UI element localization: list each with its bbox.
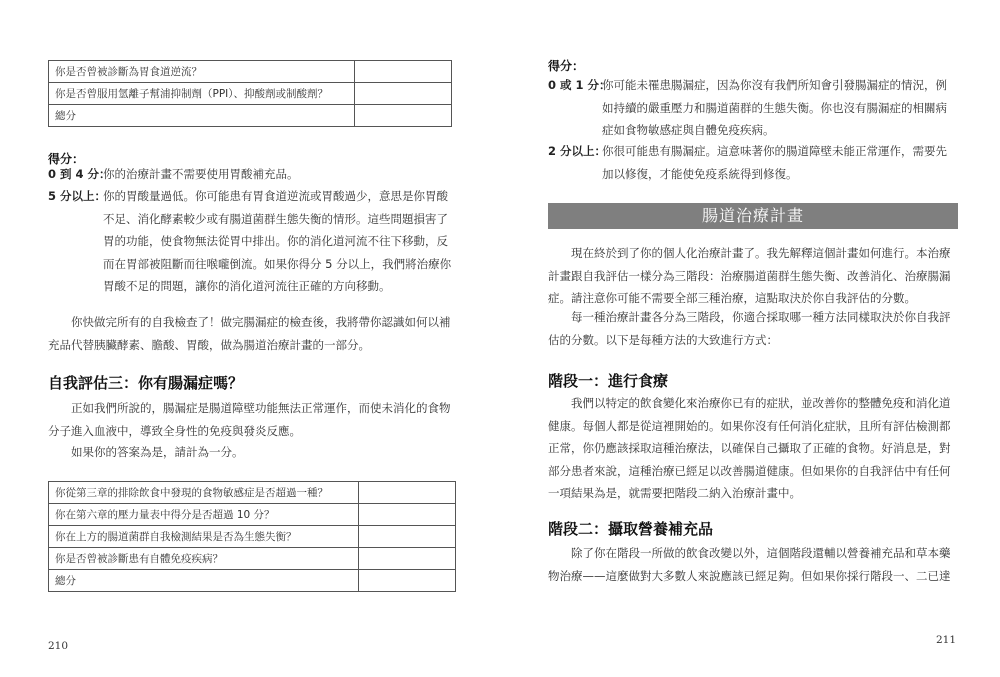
total-label: 總分 <box>49 570 359 592</box>
table-row <box>49 548 456 570</box>
paragraph: 我們以特定的飲食變化來治療你已有的症狀，並改善你的整體免疫和消化道健康。每個人都是從這裡開始的。如果你沒有任何消化症狀，且所有評估檢測都正常，你仍應該採取這種治療法，以確保自己攝取了正確的食物。好消息是，對部分患者來說，這種治療已經足以改善腸道健康。但如果你的自我評估中有任何一項結果為是，就需要把階段二納入治療計畫中。 <box>548 396 951 500</box>
stage-heading: 階段一：進行食療 <box>548 372 669 390</box>
paragraph: 你快做完所有的自我檢查了！做完腸漏症的檢查後，我將帶你認識如何以補充品代替胰臟酵素、膽酸、胃酸，做為腸道治療計畫的一部分。 <box>48 315 451 352</box>
paragraph: 除了你在階段一所做的飲食改變以外，這個階段還輔以營養補充品和草本藥物治療——這麼做對大多數人來說應該已經足夠。但如果你採行階段一、二已達 <box>548 546 951 583</box>
question-cell: 你在第六章的壓力量表中得分是否超過 10 分？ <box>49 504 359 526</box>
page-number: 210 <box>48 640 69 652</box>
question-table-2 <box>48 481 456 592</box>
table-row <box>49 61 452 83</box>
section-heading: 自我評估三：你有腸漏症嗎？ <box>48 374 244 392</box>
right-page <box>500 0 1000 677</box>
table-row <box>49 482 456 504</box>
table-row <box>49 570 456 592</box>
score-text: 你的胃酸量過低。你可能患有胃食道逆流或胃酸過少，意思是你胃酸不足、消化酵素較少或有腸道菌群生態失衡的情形。這些問題損害了胃的功能，使食物無法從胃中排出。你的消化道河流不往下移動，反而在胃部被阻斷而往喉嚨倒流。如果你得分 5 分以上，我們將治療你胃酸不足的問題，讓你的消化道河流往正確的方向移動。 <box>103 189 452 293</box>
answer-cell[interactable] <box>359 548 456 570</box>
score-text: 你的治療計畫不需要使用胃酸補充品。 <box>103 167 299 181</box>
question-table-1 <box>48 60 452 127</box>
score-label: 得分： <box>48 152 85 166</box>
score-range: 5 分以上： <box>48 189 107 203</box>
section-banner: 腸道治療計畫 <box>548 203 958 229</box>
paragraph: 如果你的答案為是，請計為一分。 <box>71 445 244 459</box>
page-number: 211 <box>936 634 957 646</box>
question-cell: 你是否曾被診斷患有自體免疫疾病？ <box>49 548 359 570</box>
question-cell: 你從第三章的排除飲食中發現的食物敏感症是否超過一種？ <box>49 482 359 504</box>
question-cell: 你是否曾服用氫離子幫浦抑制劑（PPI）、抑酸劑或制酸劑？ <box>49 83 355 105</box>
answer-cell[interactable] <box>355 83 452 105</box>
score-range: 0 到 4 分： <box>48 167 111 181</box>
answer-cell[interactable] <box>359 526 456 548</box>
table-row <box>49 105 452 127</box>
table-row <box>49 526 456 548</box>
answer-cell[interactable] <box>359 504 456 526</box>
total-cell[interactable] <box>355 105 452 127</box>
answer-cell[interactable] <box>355 61 452 83</box>
stage-heading: 階段二：攝取營養補充品 <box>548 520 714 538</box>
total-cell[interactable] <box>359 570 456 592</box>
question-cell: 你是否曾被診斷為胃食道逆流？ <box>49 61 355 83</box>
score-range: 2 分以上： <box>548 144 607 158</box>
paragraph: 每一種治療計畫各分為三階段，你適合採取哪一種方法同樣取決於你自我評估的分數。以下是每種方法的大致進行方式： <box>548 310 951 347</box>
score-label: 得分： <box>548 59 585 73</box>
paragraph: 現在終於到了你的個人化治療計畫了。我先解釋這個計畫如何進行。本治療計畫跟自我評估一樣分為三階段：治療腸道菌群生態失衡、改善消化、治療腸漏症。請注意你可能不需要全部三種治療，這點取決於你自我評估的分數。 <box>548 246 951 305</box>
score-text: 你可能未罹患腸漏症，因為你沒有我們所知會引發腸漏症的情況，例如持續的嚴重壓力和腸道菌群的生態失衡。你也沒有腸漏症的相關病症如食物敏感症與自體免疫疾病。 <box>602 78 947 137</box>
table-row <box>49 504 456 526</box>
answer-cell[interactable] <box>359 482 456 504</box>
table-row <box>49 83 452 105</box>
score-range: 0 或 1 分： <box>548 78 611 92</box>
paragraph: 正如我們所說的，腸漏症是腸道障壁功能無法正常運作，而使未消化的食物分子進入血液中，導致全身性的免疫與發炎反應。 <box>48 401 451 438</box>
score-text: 你很可能患有腸漏症。這意味著你的腸道障壁未能正常運作，需要先加以修復，才能使免疫系統得到修復。 <box>602 144 947 181</box>
total-label: 總分 <box>49 105 355 127</box>
question-cell: 你在上方的腸道菌群自我檢測結果是否為生態失衡？ <box>49 526 359 548</box>
